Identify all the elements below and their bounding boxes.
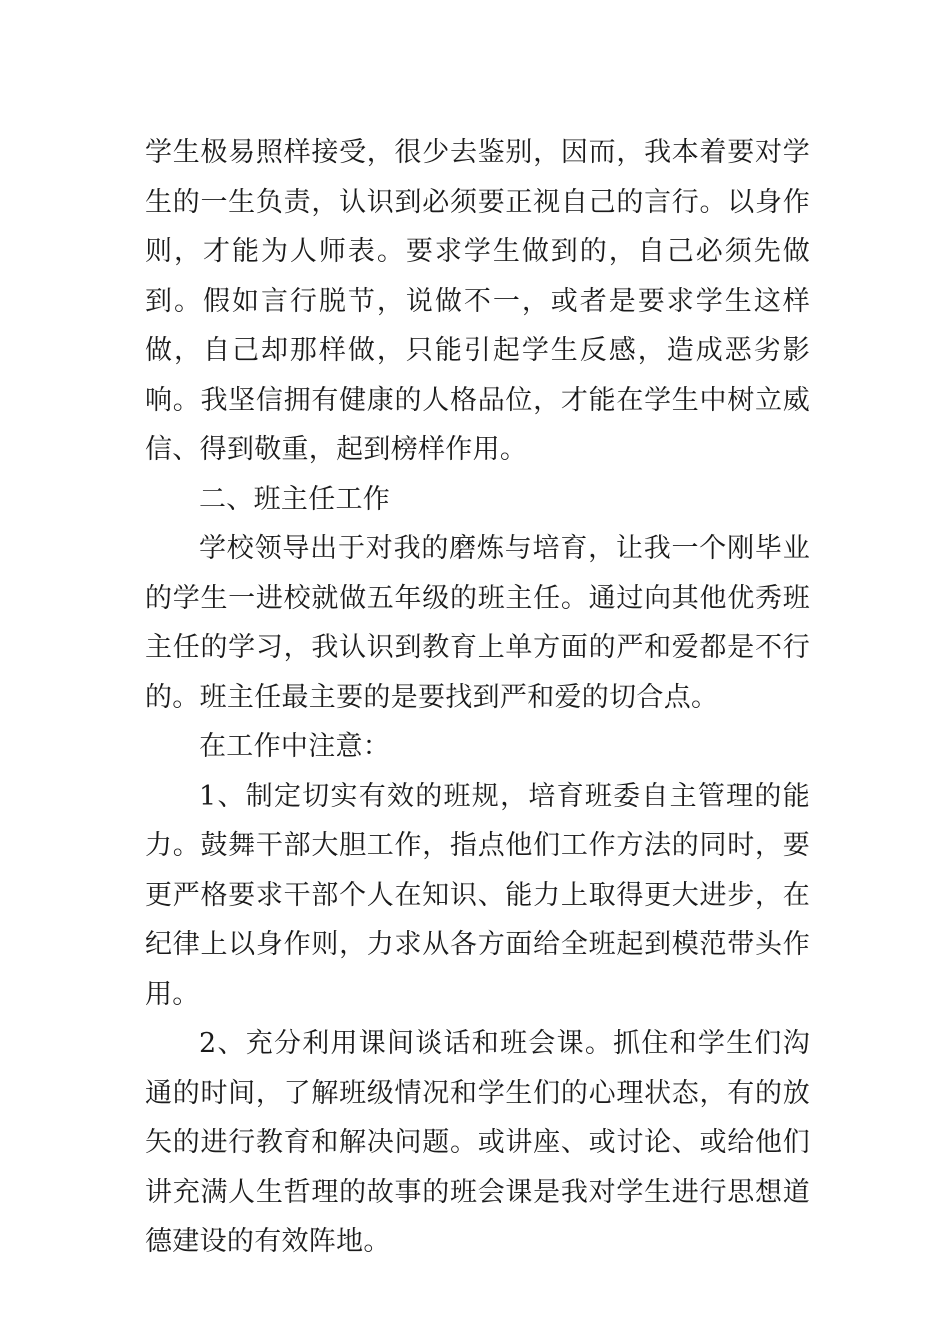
list-item-class-rules: 1、制定切实有效的班规，培育班委自主管理的能力。鼓舞干部大胆工作，指点他们工作方法的同时，要更严格要求干部个人在知识、能力上取得更大进步，在纪律上以身作则，力求从各方面给全班起到模范带头作用。	[145, 780, 810, 1010]
paragraph-school-assignment: 学校领导出于对我的磨炼与培育，让我一个刚毕业的学生一进校就做五年级的班主任。通过向其他优秀班主任的学习，我认识到教育上单方面的严和爱都是不行的。班主任最主要的是要找到严和爱的切合点。	[145, 533, 810, 713]
list-item-class-meetings: 2、充分利用课间谈话和班会课。抓住和学生们沟通的时间，了解班级情况和学生们的心理状态，有的放矢的进行教育和解决问题。或讲座、或讨论、或给他们讲充满人生哲理的故事的班会课是我对学生进行思想道德建设的有效阵地。	[145, 1028, 810, 1257]
section-heading-class-teacher-work: 二、班主任工作	[199, 483, 391, 515]
paragraph-continuation: 学生极易照样接受，很少去鉴别，因而，我本着要对学生的一生负责，认识到必须要正视自己的言行。以身作则，才能为人师表。要求学生做到的，自己必须先做到。假如言行脱节，说做不一，或者是要求学生这样做，自己却那样做，只能引起学生反感，造成恶劣影响。我坚信拥有健康的人格品位，才能在学生中树立威信、得到敬重，起到榜样作用。	[145, 137, 810, 465]
document-body	[145, 128, 810, 1267]
paragraph-work-notes-intro: 在工作中注意：	[199, 731, 391, 762]
